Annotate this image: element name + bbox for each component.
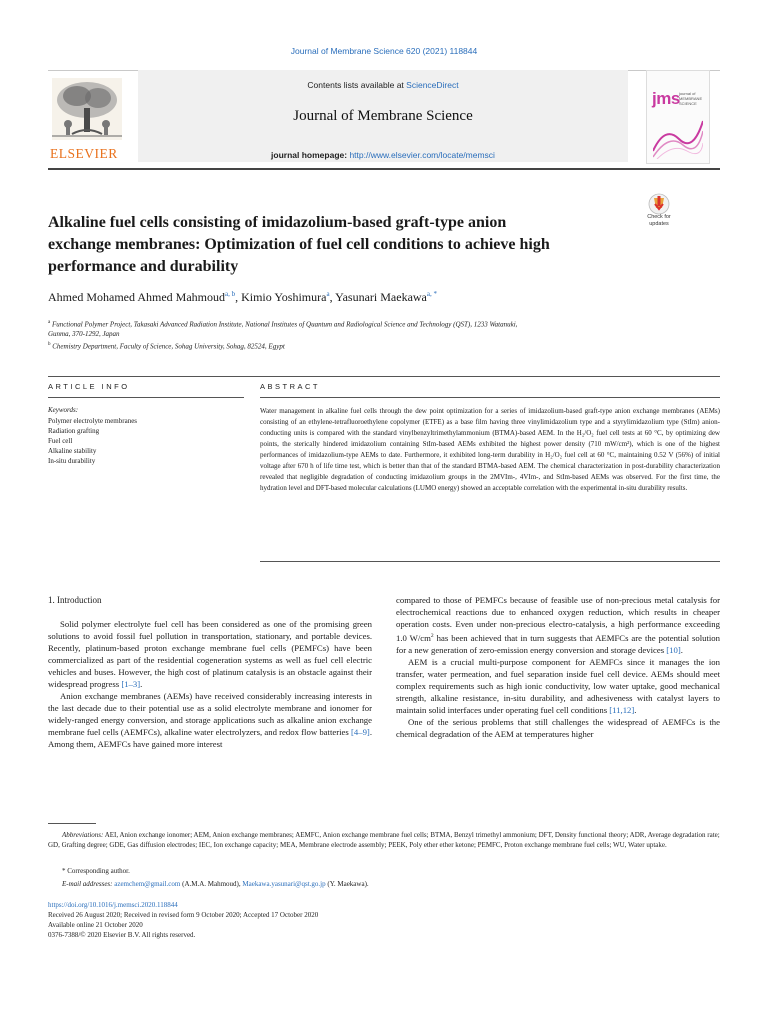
paragraph-text: . bbox=[634, 704, 637, 715]
sciencedirect-link[interactable]: ScienceDirect bbox=[406, 80, 459, 90]
check-label-line-1: Check for bbox=[647, 214, 671, 220]
paragraph bbox=[48, 690, 372, 750]
cover-art-icon bbox=[653, 115, 703, 159]
info-top-rule bbox=[48, 376, 720, 377]
email-link[interactable]: Maekawa.yasunari@qst.go.jp bbox=[242, 880, 326, 888]
journal-cover-thumbnail[interactable] bbox=[646, 70, 710, 164]
citation-link[interactable]: [4–9] bbox=[351, 727, 370, 737]
paragraph-text: compared to those of PEMFCs because of feasible use of non-precious metal catalysis for electrochemical reactions due to enhanced oxygen reduction, which results in cheaper operation costs. Even under non-precious electro-catalysis, a high performance exceeding 1.0 W/cm bbox=[396, 595, 720, 643]
body-column-left bbox=[48, 618, 372, 750]
journal-name: Journal of Membrane Science bbox=[293, 108, 473, 124]
author-affiliation-mark[interactable]: a, b bbox=[224, 290, 236, 298]
journal-citation[interactable]: Journal of Membrane Science 620 (2021) 118844 bbox=[290, 46, 478, 56]
citation-link[interactable]: [10] bbox=[666, 644, 681, 655]
affiliation-b bbox=[48, 340, 720, 351]
keyword: In-situ durability bbox=[48, 457, 96, 465]
abstract-bottom-rule bbox=[260, 561, 720, 562]
corresponding-author-note: * Corresponding author. bbox=[62, 867, 130, 875]
paragraph-text: . bbox=[680, 644, 683, 655]
author-affiliation-mark[interactable]: a, * bbox=[426, 290, 437, 298]
keyword: Radiation grafting bbox=[48, 427, 100, 435]
check-for-updates-label[interactable] bbox=[636, 214, 682, 227]
body-column-right bbox=[396, 594, 720, 740]
author-separator: , bbox=[235, 290, 242, 304]
available-online: Available online 21 October 2020 bbox=[48, 921, 143, 929]
paragraph-text: AEM is a crucial multi-purpose component for AEMFCs since it manages the ion transfer, water permeation, and fuel separation inside fuel cell device. AEMs should meet complex requirements such as high ionic conductivity, low water uptake, good mechanical strength, alkaline resistance, in-situ durability, and adhesiveness with catalyst layers to maintain solid interfaces under operating fuel cell conditions bbox=[396, 656, 720, 715]
article-info-rule bbox=[48, 397, 244, 398]
title-line-3: performance and durability bbox=[48, 258, 239, 275]
abbreviations-label: Abbreviations: bbox=[62, 831, 104, 839]
keyword: Alkaline stability bbox=[48, 447, 97, 455]
paragraph bbox=[48, 618, 372, 690]
superscript: 2 bbox=[430, 633, 434, 639]
received-dates: Received 26 August 2020; Received in revised form 9 October 2020; Accepted 17 October 2020 bbox=[48, 911, 319, 919]
email-owner: (A.M.A. Mahmoud), bbox=[180, 880, 243, 888]
elsevier-logo[interactable] bbox=[48, 78, 128, 162]
paragraph-text: . bbox=[140, 679, 143, 689]
article-meta bbox=[48, 900, 720, 940]
affiliation-text-cont: Gunma, 370-1292, Japan bbox=[48, 330, 120, 339]
keywords-label: Keywords: bbox=[48, 406, 79, 414]
affiliation-text: Chemistry Department, Faculty of Science, Sohag University, Sohag, 82524, Egypt bbox=[52, 342, 285, 351]
affiliation-mark: a bbox=[48, 320, 51, 325]
paragraph-text: has been achieved that in turn suggests that AEMFCs are the potential solution for a new generation of zero-emission energy conversion and storage devices bbox=[396, 632, 720, 655]
citation-link[interactable]: [1–3] bbox=[121, 679, 141, 689]
keywords-list bbox=[48, 416, 137, 466]
homepage-link[interactable]: http://www.elsevier.com/locate/memsci bbox=[349, 150, 495, 160]
footnote-rule bbox=[48, 823, 96, 824]
affiliation-a bbox=[48, 318, 720, 339]
introduction-heading: 1. Introduction bbox=[48, 595, 102, 605]
paragraph-text: Solid polymer electrolyte fuel cell has been considered as one of the promising green solutions to avoid fossil fuel pollution in transportation, stationary, and portable devices. Recently, platinum-based proton exchange membrane fuel cells (PEMFCs) have been commercialized as part of the residential cogeneration systems as well as fuel cell electric vehicles and buses. However, the high cost of platinum catalysis is an obstacle against their widespread progress bbox=[48, 619, 372, 689]
paragraph bbox=[396, 594, 720, 656]
email-label: E-mail addresses: bbox=[62, 880, 115, 888]
abstract-heading: ABSTRACT bbox=[260, 382, 321, 391]
author-list bbox=[48, 290, 728, 305]
copyright-line: 0376-7388/© 2020 Elsevier B.V. All rights reserved. bbox=[48, 931, 196, 939]
paragraph-text: . Among them, AEMFCs have gained more interest bbox=[48, 727, 372, 749]
elsevier-tree-icon bbox=[52, 78, 122, 140]
header-bottom-rule bbox=[48, 168, 720, 170]
title-line-2: exchange membranes: Optimization of fuel cell conditions to achieve high bbox=[48, 236, 550, 253]
abbreviations-text: AEI, Anion exchange ionomer; AEM, Anion exchange membranes; AEMFC, Anion exchange membrane fuel cells; BTMA, Benzyl trimethyl ammonium; DFT, Density functional theory; ADR, Average degradation rate; GD, Grafting degree; GDE, Gas diffusion electrodes; IEC, Ion exchange capacity; MEA, Membrane electrode assembly; PEEK, Poly ether ether ketone; PEMFC, Proton exchange membrane fuel cells; WU, Water uptake. bbox=[48, 831, 720, 849]
email-footnote bbox=[48, 879, 720, 889]
article-title bbox=[48, 212, 638, 278]
publisher-wordmark: ELSEVIER bbox=[50, 146, 118, 161]
cover-logo: jms bbox=[652, 89, 680, 108]
citation-link[interactable]: [11,12] bbox=[609, 704, 635, 715]
email-owner: (Y. Maekawa). bbox=[325, 880, 369, 888]
check-label-line-2: updates bbox=[649, 220, 669, 227]
abbreviations-footnote bbox=[48, 830, 720, 850]
paragraph bbox=[396, 656, 720, 716]
author-separator: , bbox=[329, 290, 336, 304]
keyword: Fuel cell bbox=[48, 437, 73, 445]
doi-link[interactable]: https://doi.org/10.1016/j.memsci.2020.118844 bbox=[48, 901, 178, 909]
journal-header bbox=[48, 70, 720, 166]
homepage-label: journal homepage: bbox=[271, 150, 350, 160]
affiliation-mark: b bbox=[48, 342, 51, 347]
paragraph: One of the serious problems that still challenges the widespread of AEMFCs is the chemical degradation of the AEM at temperatures higher bbox=[396, 716, 720, 739]
contents-line bbox=[138, 80, 628, 90]
abstract-rule bbox=[260, 397, 720, 398]
title-line-1: Alkaline fuel cells consisting of imidazolium-based graft-type anion bbox=[48, 214, 507, 231]
email-link[interactable]: azemchem@gmail.com bbox=[114, 880, 181, 888]
affiliation-text: Functional Polymer Project, Takasaki Advanced Radiation Institute, National Institutes of Quantum and Radiological Science and Technology (QST), 1233 Watanuki, bbox=[51, 320, 518, 329]
keyword: Polymer electrolyte membranes bbox=[48, 417, 138, 425]
author-affiliation-mark[interactable]: a bbox=[326, 290, 330, 298]
contents-prefix: Contents lists available at bbox=[307, 80, 407, 90]
author-name[interactable]: Kimio Yoshimura bbox=[241, 290, 327, 304]
author-name[interactable]: Yasunari Maekawa bbox=[335, 290, 427, 304]
author-name[interactable]: Ahmed Mohamed Ahmed Mahmoud bbox=[48, 290, 225, 304]
abstract-text: Water management in alkaline fuel cells through the dew point optimization for a series of imidazolium-based graft-type anion exchange membranes (AEMs) consisting of an ethylene-tetrafluoroethylene copolymer (ETFE) as a base film having three vinylimidazolium type and a styrylimidazolium type (StIm) anion-conducting units is compared with the standard vinylbenzyltrimethylammonium (BTMA)-based AEM. In the H₂/O₂ fuel cell tests at 60 °C, by optimizing dew points, the sterically hindered imidazolium containing StIm-based AEMs exhibited the highest power density (710 mW/cm²), which is one of the highest performances of imidazolium-type AEMs to date. Furthermore, it exhibited long-term durability in H₂/O₂ fuel cell at 60 °C, maintaining 0.52 V (56%) of initial voltage after 670 h of life time test, which is better than that of the standard BTMA-based AEM. The chemical characterization in post-durability characterization revealed that negligible degradation of conducting imidazolium groups in the 2MVIm-, 4VIm-, and StIm-based AEMs was observed. For the first time, the hydration level and DFT-based molecular calculations (LUMO energy) showed an acceptable correlation with the experimental in-situ durability results. bbox=[260, 407, 720, 492]
article-info-heading: ARTICLE INFO bbox=[48, 382, 130, 391]
journal-banner bbox=[138, 70, 628, 162]
homepage-line bbox=[138, 150, 628, 160]
cover-subtitle: journal of MEMBRANE SCIENCE bbox=[679, 91, 703, 106]
paragraph-text: Anion exchange membranes (AEMs) have received considerably increasing interests in the last decade due to their potential use as a solid electrolyte membrane and ionomer for widely-ranged energy conversion, and storage applications such as alkaline anion exchange membrane fuel cells (AEMFCs), alkaline water electrolyzers, and redox flow batteries bbox=[48, 691, 372, 737]
